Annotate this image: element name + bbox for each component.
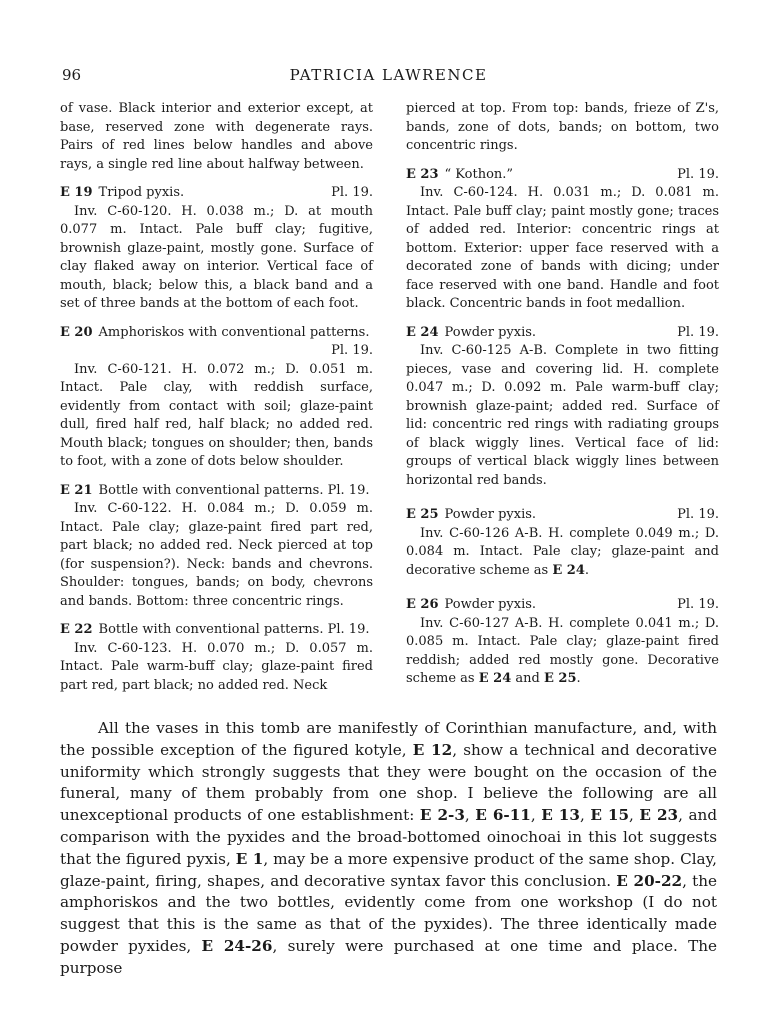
left-column (60, 100, 373, 695)
entry-title: Tripod pyxis. (98, 185, 185, 200)
plate-reference: Pl. 19. (331, 343, 373, 358)
entry-id: E 24 (406, 324, 439, 340)
plate-reference: Pl. 19. (331, 185, 373, 200)
entry-header (60, 324, 373, 343)
entry-cross-reference: E 24 (552, 562, 585, 578)
entry-title-line (406, 596, 677, 615)
entry-header (406, 166, 719, 185)
entry-header (406, 506, 719, 525)
cross-reference: E 6-11 (475, 806, 531, 825)
entry-title: “ Kothon.” (444, 166, 514, 182)
entry-description: Inv. C-60-123. H. 0.070 m.; D. 0.057 m. Intact. Pale warm-buff clay; glaze-paint fired part red, part black; no added red. Neck (60, 640, 373, 693)
running-head: PATRICIA LAWRENCE (289, 66, 488, 84)
continuation-text: pierced at top. From top: bands, frieze of Z's, bands, zone of dots, bands; on bottom, two concentric rings. (406, 101, 719, 153)
entry-header (60, 621, 373, 640)
cross-reference: E 23 (639, 806, 679, 825)
catalog-entry-e20 (60, 324, 373, 472)
entry-id: E 22 (60, 622, 93, 637)
entry-description: Inv. C-60-121. H. 0.072 m.; D. 0.051 m. Intact. Pale clay, with reddish surface, evidently from contact with soil; glaze-paint dull, fired half red, half black; no added red. Mouth black; tongues on shoulder; then, bands to foot, with a zone of dots below shoulder. (60, 361, 373, 469)
catalog-entry-e25 (406, 506, 719, 580)
cross-reference: E 1 (235, 849, 264, 868)
cross-reference: E 15 (590, 806, 630, 825)
entry-title: Bottle with conventional patterns. (98, 482, 324, 498)
catalog-entry-e22 (60, 621, 373, 695)
cross-reference: E 13 (541, 806, 580, 825)
entry-id: E 25 (406, 507, 439, 522)
plate-reference: Pl. 19. (677, 166, 719, 182)
entry-id: E 20 (60, 324, 93, 340)
catalog-entry-e23 (406, 166, 719, 314)
entry-id: E 26 (406, 597, 439, 612)
continuation-text: of vase. Black interior and exterior except, at base, reserved zone with degenerate rays. Pairs of red lines below handles and above rays, a single red line about halfway between. (60, 101, 373, 172)
entry-header (60, 482, 373, 501)
entry-id: E 23 (406, 166, 439, 182)
entry-id: E 21 (60, 482, 93, 498)
entry-id: E 19 (60, 185, 93, 200)
entry-title: Powder pyxis. (444, 597, 537, 612)
catalog-entry-e19 (60, 184, 373, 314)
entry-cross-reference: E 25 (543, 671, 577, 686)
catalog-entry-e21 (60, 482, 373, 612)
cross-reference: E 2-3 (419, 806, 465, 825)
cross-reference: E 24-26 (201, 936, 273, 955)
entry-description: Inv. C-60-124. H. 0.031 m.; D. 0.081 m. Intact. Pale buff clay; paint mostly gone; traces of added red. Interior: concentric rings at bottom. Exterior: upper face reserved with a decorated zone of bands with dicing; under face reserved with one band. Handle and foot black. Concentric bands in foot medallion. (406, 185, 719, 311)
entry-title-line (406, 166, 677, 185)
entry-title-line (406, 506, 677, 525)
plate-reference: Pl. 19. (327, 482, 370, 498)
body-paragraph: All the vases in this tomb are manifestly of Corinthian manufacture, and, with the possible exception of the figured kotyle, E 12, show a technical and decorative uniformity which strongly suggests that they were bought on the occasion of the funeral, many of them probably from one shop. I believe the following are all unexceptional products of one establishment: E 2-3, E 6-11, E 13, E 15, E 23, and comparison with the pyxides and the broad-bottomed oinochoai in this lot suggests that the figured pyxis, E 1, may be a more expensive product of the same shop. Clay, glaze-paint, firing, shapes, and decorative syntax favor this conclusion. E 20-22, the amphoriskos and the two bottles, evidently come from one workshop (I do not suggest that this is the same as that of the pyxides). The three identically made powder pyxides, E 24-26, surely were purchased at one time and place. The purpose (60, 719, 718, 977)
catalog-entry-e26 (406, 596, 719, 689)
entry-title: Bottle with conventional patterns. (98, 622, 324, 637)
entry-cross-reference: E 24 (478, 671, 512, 686)
entry-description: Inv. C-60-127 A-B. H. complete 0.041 m.; D. 0.085 m. Intact. Pale clay; glaze-paint fired reddish; added red mostly gone. Decorative scheme as E 24 and E 25. (406, 615, 719, 686)
entry-header (406, 596, 719, 615)
cross-reference: E 12 (412, 740, 453, 759)
entry-description: Inv. C-60-120. H. 0.038 m.; D. at mouth 0.077 m. Intact. Pale buff clay; fugitive, brownish glaze-paint, mostly gone. Surface of clay flaked away on interior. Vertical face of mouth, black; below this, a black band and a set of three bands at the bottom of each foot. (60, 203, 373, 311)
entry-description: Inv. C-60-122. H. 0.084 m.; D. 0.059 m. Intact. Pale clay; glaze-paint fired part red, part black; no added red. Neck pierced at top (for suspension?). Neck: bands and chevrons. Shoulder: tongues, bands; on body, chevrons and bands. Bottom: three concentric rings. (60, 501, 373, 609)
entry-title: Amphoriskos with conventional patterns. (98, 324, 370, 340)
right-column (406, 100, 719, 689)
cross-reference: E 20-22 (616, 871, 683, 890)
plate-reference: Pl. 19. (327, 622, 370, 637)
entry-header (60, 184, 373, 203)
entry-title: Powder pyxis. (444, 507, 537, 522)
plate-reference: Pl. 19. (677, 597, 719, 612)
catalog-entry-e24 (406, 324, 719, 491)
entry-header (406, 324, 719, 343)
plate-reference: Pl. 19. (677, 507, 719, 522)
entry-description: Inv. C-60-125 A-B. Complete in two fitting pieces, vase and covering lid. H. complete 0.047 m.; D. 0.092 m. Pale warm-buff clay; brownish glaze-paint; added red. Surface of lid: concentric red rings with radiating groups of black wiggly lines. Vertical face of lid: groups of vertical black wiggly lines between horizontal red bands. (406, 343, 719, 488)
page-number: 96 (62, 66, 82, 84)
plate-reference: Pl. 19. (677, 324, 719, 340)
entry-title-line (60, 184, 331, 203)
entry-title-line (406, 324, 677, 343)
entry-description: Inv. C-60-126 A-B. H. complete 0.049 m.; D. 0.084 m. Intact. Pale clay; glaze-paint and decorative scheme as E 24. (406, 525, 719, 578)
entry-title: Powder pyxis. (444, 324, 537, 340)
